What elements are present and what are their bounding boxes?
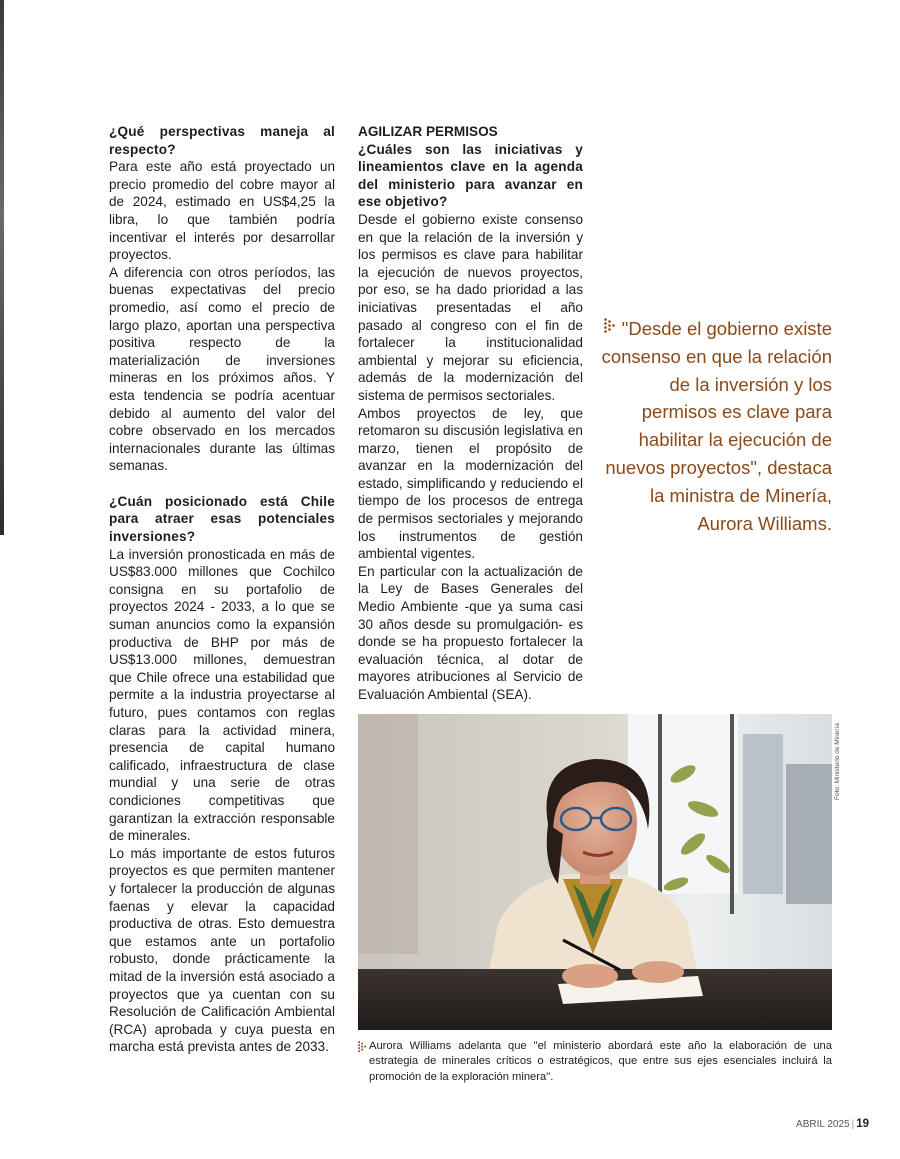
pull-quote: [600, 315, 832, 537]
article-photo: [358, 714, 832, 1030]
issue-date: ABRIL 2025: [796, 1119, 850, 1130]
answer-paragraph: Lo más importante de estos futuros proyectos es que permiten mantener y fortalecer la producción de algunas faenas y elevar la capacidad productiva de otras. Esto demuestra que estamos ante un portafolio robusto, donde prácticamente la mitad de la inversión está asociado a proyectos que ya cuentan con su Resolución de Calificación Ambiental (RCA) aprobada y cuya puesta en marcha está prevista antes de 2033.: [109, 845, 335, 1055]
photo-credit: Foto: Ministerio de Minería: [834, 723, 841, 800]
caption-text: Aurora Williams adelanta que "el ministerio abordará este año la elaboración de una estrategia de minerales críticos o estratégicos, que entre sus ejes esenciales incluirá la promoción de la exploración minera".: [369, 1040, 832, 1083]
previous-page-edge: [0, 0, 4, 535]
dotted-arrow-icon: [358, 1041, 367, 1053]
portrait-photo: [358, 714, 832, 1030]
interview-question: ¿Qué perspectivas maneja al respecto?: [109, 124, 335, 157]
answer-paragraph: La inversión pronosticada en más de US$83.000 millones que Cochilco consigna en su portafolio de proyectos 2024 - 2033, a lo que se suman anuncios como la expansión productiva de BHP por más de US$13.000 millones, demuestran que Chile ofrece una estabilidad que permite a la industria proyectarse al futuro, pues contamos con reglas claras para la actividad minera, presencia de capital humano calificado, infraestructura de clase mundial y una serie de otras condiciones competitivas que garantizan la extracción responsable de minerales.: [109, 546, 335, 844]
page-number: 19: [856, 1118, 869, 1130]
answer-paragraph: En particular con la actualización de la Ley de Bases Generales del Medio Ambiente -que ya suma casi 30 años desde su promulgación- es donde se ha propuesto fortalecer la evaluación técnica, al dotar de mayores atribuciones al Servicio de Evaluación Ambiental (SEA).: [358, 563, 583, 702]
article-column-1: [109, 123, 335, 1056]
answer-paragraph: Desde el gobierno existe consenso en que la relación de la inversión y los permisos es clave para habilitar la ejecución de nuevos proyectos, por eso, se ha dado prioridad a las iniciativas presentadas el año pasado al congreso con el fin de fortalecer la institucionalidad ambiental y mejorar su eficiencia, además de la modernización del sistema de permisos sectoriales.: [358, 211, 583, 403]
answer-paragraph: A diferencia con otros períodos, las buenas expectativas del precio promedio, así como el precio de largo plazo, aportan una perspectiva positiva respecto de la materialización de inversiones mineras en los próximos años. Y esta tendencia se podría acentuar debido al aumento del valor del cobre observado en los mercados internacionales durante las últimas semanas.: [109, 264, 335, 474]
page-footer: ABRIL 2025 | 19: [796, 1118, 869, 1130]
dotted-arrow-icon: [604, 318, 616, 334]
interview-question: ¿Cuáles son las iniciativas y lineamientos clave en la agenda del ministerio para avanzar en ese objetivo?: [358, 141, 583, 210]
answer-paragraph: Para este año está proyectado un precio promedio del cobre mayor al de 2024, estimado en US$4,25 la libra, lo que también podría incentivar el interés por desarrollar proyectos.: [109, 159, 335, 263]
section-title: AGILIZAR PERMISOS: [358, 124, 498, 139]
pull-quote-text: "Desde el gobierno existe consenso en que la relación de la inversión y los permisos es clave para habilitar la ejecución de nuevos proyectos", destaca la ministra de Minería, Aurora Williams.: [601, 318, 832, 534]
interview-question: ¿Cuán posicionado está Chile para atraer esas potenciales inversiones?: [109, 493, 335, 545]
photo-caption: [358, 1039, 832, 1085]
article-column-2: [358, 123, 583, 704]
answer-paragraph: Ambos proyectos de ley, que retomaron su discusión legislativa en marzo, tienen el propósito de avanzar en la modernización del estado, simplificando y reduciendo el tiempo de los procesos de entrega de permisos sectoriales y mejorando los instrumentos de gestión ambiental vigentes.: [358, 405, 583, 562]
